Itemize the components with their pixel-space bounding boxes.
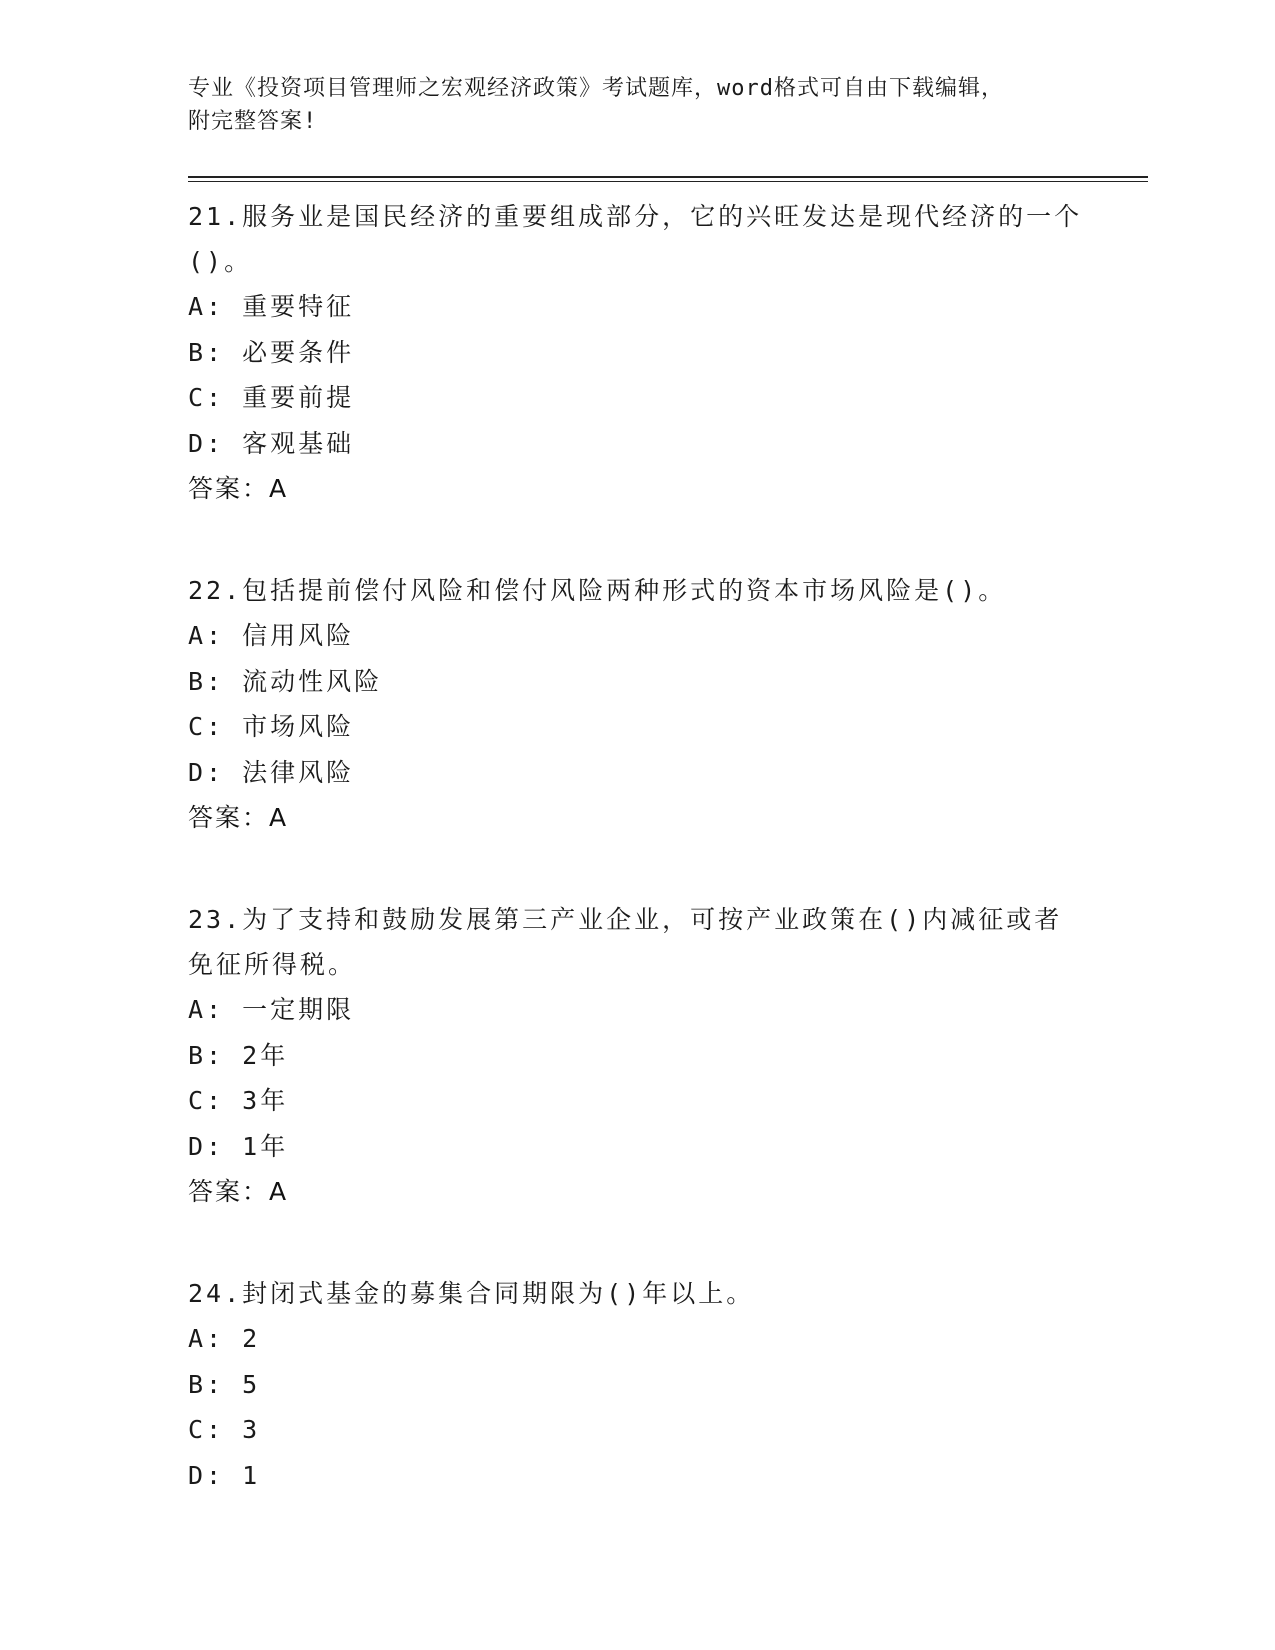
- question-stem: 22.包括提前偿付风险和偿付风险两种形式的资本市场风险是()。: [188, 576, 1007, 605]
- option-b: B: 2年: [188, 1040, 289, 1070]
- option-c: C: 重要前提: [188, 383, 355, 412]
- option-b: B: 必要条件: [188, 337, 355, 367]
- question-stem: 23.为了支持和鼓励发展第三产业企业，可按产业政策在()内减征或者免征所得税。: [188, 905, 1063, 979]
- question-stem: 21.服务业是国民经济的重要组成部分，它的兴旺发达是现代经济的一个()。: [188, 202, 1083, 276]
- question-stem: 24.封闭式基金的募集合同期限为()年以上。: [188, 1279, 755, 1308]
- question-24: [188, 1271, 1148, 1498]
- answer-line: 答案：A: [188, 803, 289, 832]
- answer-line: 答案：A: [188, 1177, 289, 1206]
- question-21: [188, 194, 1148, 512]
- option-c: C: 3: [188, 1415, 261, 1444]
- header-line-2: 附完整答案!: [188, 109, 318, 134]
- option-d: D: 客观基础: [188, 428, 355, 458]
- option-a: A: 一定期限: [188, 995, 355, 1024]
- option-b: B: 流动性风险: [188, 666, 383, 696]
- option-a: A: 信用风险: [188, 621, 355, 650]
- option-c: C: 3年: [188, 1086, 289, 1115]
- header-line-1: 专业《投资项目管理师之宏观经济政策》考试题库，word格式可自由下载编辑，: [188, 76, 1004, 101]
- option-a: A: 2: [188, 1324, 261, 1353]
- document-page: [188, 72, 1148, 1498]
- option-a: A: 重要特征: [188, 292, 355, 321]
- answer-line: 答案：A: [188, 474, 289, 503]
- question-23: [188, 897, 1148, 1215]
- option-d: D: 1: [188, 1460, 261, 1490]
- header-divider: [188, 176, 1148, 182]
- option-b: B: 5: [188, 1369, 261, 1399]
- option-c: C: 市场风险: [188, 712, 355, 741]
- option-d: D: 1年: [188, 1131, 289, 1161]
- question-22: [188, 568, 1148, 841]
- option-d: D: 法律风险: [188, 757, 355, 787]
